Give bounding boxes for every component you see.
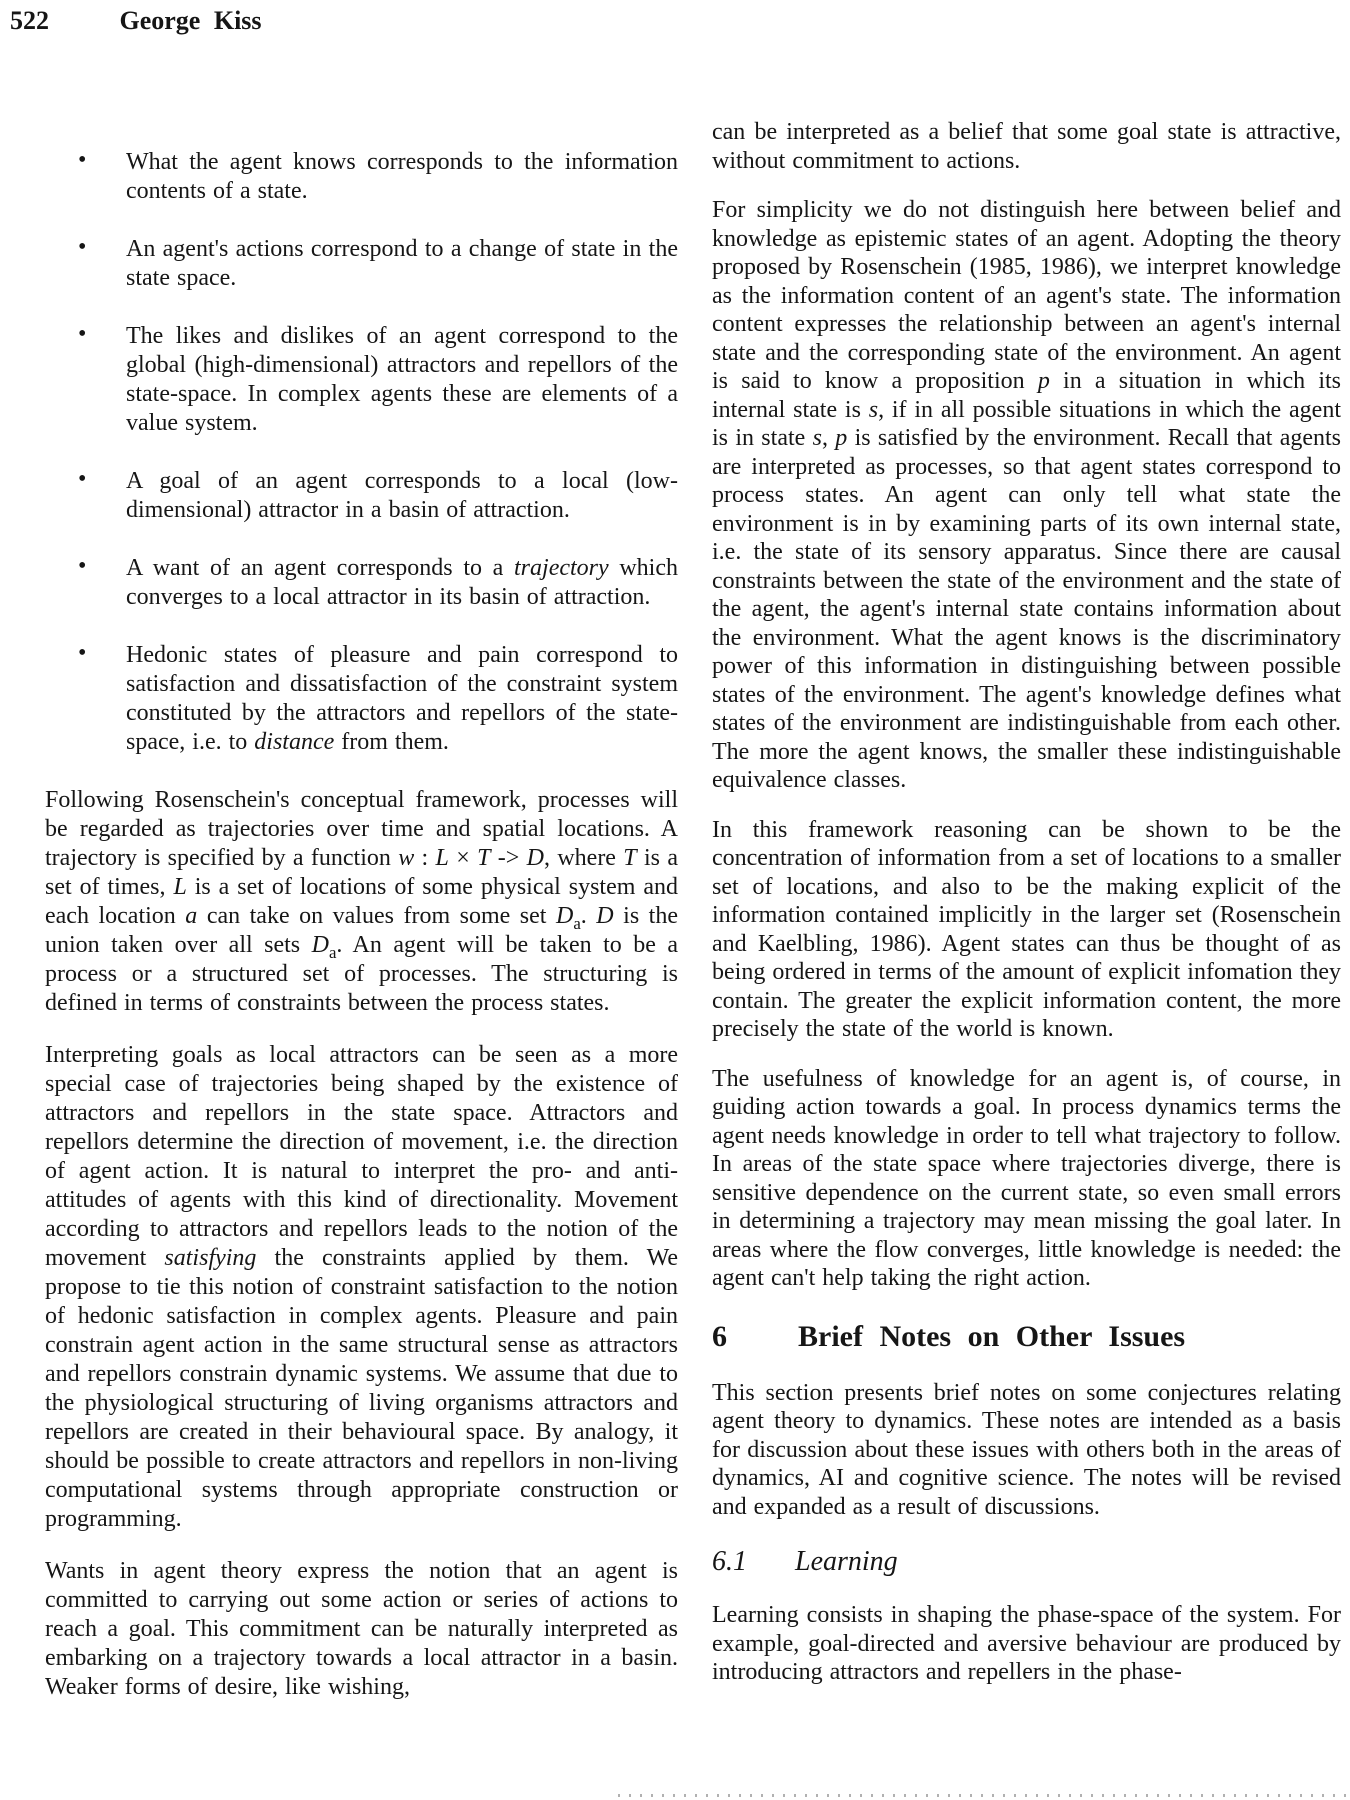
bullet-item (45, 641, 678, 757)
bullet-marker: • (78, 234, 87, 260)
left-paragraphs (45, 786, 678, 1702)
running-head-author: George Kiss (119, 6, 262, 35)
bullet-item (45, 467, 678, 525)
section-title: Brief Notes on Other Issues (798, 1319, 1186, 1353)
bullet-item (45, 148, 678, 206)
section-heading (712, 1320, 1341, 1354)
scan-noise-strip (618, 1794, 1350, 1797)
bullet-text: An agent's actions correspond to a change of state in the state space. (126, 236, 678, 291)
subsection-number: 6.1 (712, 1546, 747, 1577)
page-number: 522 (10, 6, 49, 35)
right-column (712, 118, 1341, 1708)
section-number: 6 (712, 1319, 727, 1353)
subsection-title: Learning (795, 1546, 898, 1577)
bullet-item (45, 235, 678, 293)
paragraph: Wants in agent theory express the notion that an agent is committed to carrying out some action or series of actions to reach a goal. This commitment can be naturally interpreted as embarking on a trajectory towards a local attractor in a basin. Weaker forms of desire, like wishing, (45, 1558, 678, 1700)
bullet-list (45, 148, 678, 757)
bullet-marker: • (78, 147, 87, 173)
paragraph: In this framework reasoning can be shown to be the concentration of information from a set of locations to a smaller set of locations, and also to be the making explicit of the information contained implicitly in the larger set (Rosenschein and Kaelbling, 1986). Agent states can thus be thought of as being ordered in terms of the amount of explicit infomation they contain. The greater the explicit information content, the more precisely the state of the world is known. (712, 816, 1341, 1042)
paragraph: The usefulness of knowledge for an agent is, of course, in guiding action towards a goal. In process dynamics terms the agent needs knowledge in order to tell what trajectory to follow. In areas of the state space where trajectories diverge, there is sensitive dependence on the current state, so even small errors in determining a trajectory may mean missing the goal later. In areas where the flow converges, little knowledge is needed: the agent can't help taking the right action. (712, 1065, 1341, 1291)
bullet-text: The likes and dislikes of an agent correspond to the global (high-dimensional) attractors and repellors of the state-space. In complex agents these are elements of a value system. (126, 323, 678, 436)
paragraph: For simplicity we do not distinguish here between belief and knowledge as epistemic states of an agent. Adopting the theory proposed by Rosenschein (1985, 1986), we interpret knowledge as the information content of an agent's state. The information content expresses the relationship between an agent's internal state and the corresponding state of the environment. An agent is said to know a proposition p in a situation in which its internal state is s, if in all possible situations in which the agent is in state s, p is satisfied by the environment. Recall that agents are interpreted as processes, so that agent states correspond to process states. An agent can only tell what state the environment is in by examining parts of its own internal state, i.e. the state of its sensory apparatus. Since there are causal constraints between the state of the environment and the state of the agent, the agent's internal state contains information about the environment. What the agent knows is the discriminatory power of this information in distinguishing between possible states of the environment. The agent's knowledge defines what states of the environment are indistinguishable from each other. The more the agent knows, the smaller these indistinguishable equivalence classes. (712, 197, 1342, 793)
left-column (45, 148, 678, 1725)
bullet-item (45, 322, 678, 438)
bullet-text: A want of an agent corresponds to a trajectory which converges to a local attractor in its basin of attraction. (126, 555, 678, 610)
bullet-marker: • (78, 466, 87, 492)
paragraph: Following Rosenschein's conceptual framework, processes will be regarded as trajectories over time and spatial locations. A trajectory is specified by a function w : L × T -> D, where T is a set of times, L is a set of locations of some physical system and each location a can take on values from some set $D_a$. D is the union taken over all sets $D_a$. An agent will be taken to be a process or a structured set of processes. The structuring is defined in terms of constraints between the process states. (45, 787, 678, 1016)
bullet-text: Hedonic states of pleasure and pain correspond to satisfaction and dissatisfaction of the constraint system constituted by the attractors and repellors of the state-space, i.e. to distance from them. (126, 642, 678, 755)
bullet-marker: • (78, 553, 87, 579)
bullet-marker: • (78, 640, 87, 666)
paragraph: can be interpreted as a belief that some goal state is attractive, without commitment to actions. (712, 119, 1341, 174)
subsection-heading (712, 1546, 1341, 1578)
bullet-text: A goal of an agent corresponds to a local (low-dimensional) attractor in a basin of attraction. (126, 468, 678, 523)
subsection-paragraph: Learning consists in shaping the phase-space of the system. For example, goal-directed and aversive behaviour are produced by introducing attractors and repellers in the phase- (712, 1602, 1341, 1685)
right-paragraphs (712, 118, 1341, 1293)
paragraph: Interpreting goals as local attractors can be seen as a more special case of trajectories being shaped by the existence of attractors and repellors in the state space. Attractors and repellors determine the direction of movement, i.e. the direction of agent action. It is natural to interpret the pro- and anti-attitudes of agents with this kind of directionality. Movement according to attractors and repellors leads to the notion of the movement satisfying the constraints applied by them. We propose to tie this notion of constraint satisfaction to the notion of hedonic satisfaction in complex agents. Pleasure and pain constrain agent action in the same structural sense as attractors and repellors constrain dynamic systems. We assume that due to the physiological structuring of living organisms attractors and repellors are created in their behavioural space. By analogy, it should be possible to create attractors and repellors in non-living computational systems through appropriate construction or programming. (45, 1042, 678, 1532)
page-header (10, 6, 262, 36)
bullet-item (45, 554, 678, 612)
bullet-marker: • (78, 321, 87, 347)
section-paragraph: This section presents brief notes on some conjectures relating agent theory to dynamics. These notes are intended as a basis for discussion about these issues with others both in the areas of dynamics, AI and cognitive science. The notes will be revised and expanded as a result of discussions. (712, 1379, 1341, 1520)
bullet-text: What the agent knows corresponds to the information contents of a state. (126, 149, 678, 204)
